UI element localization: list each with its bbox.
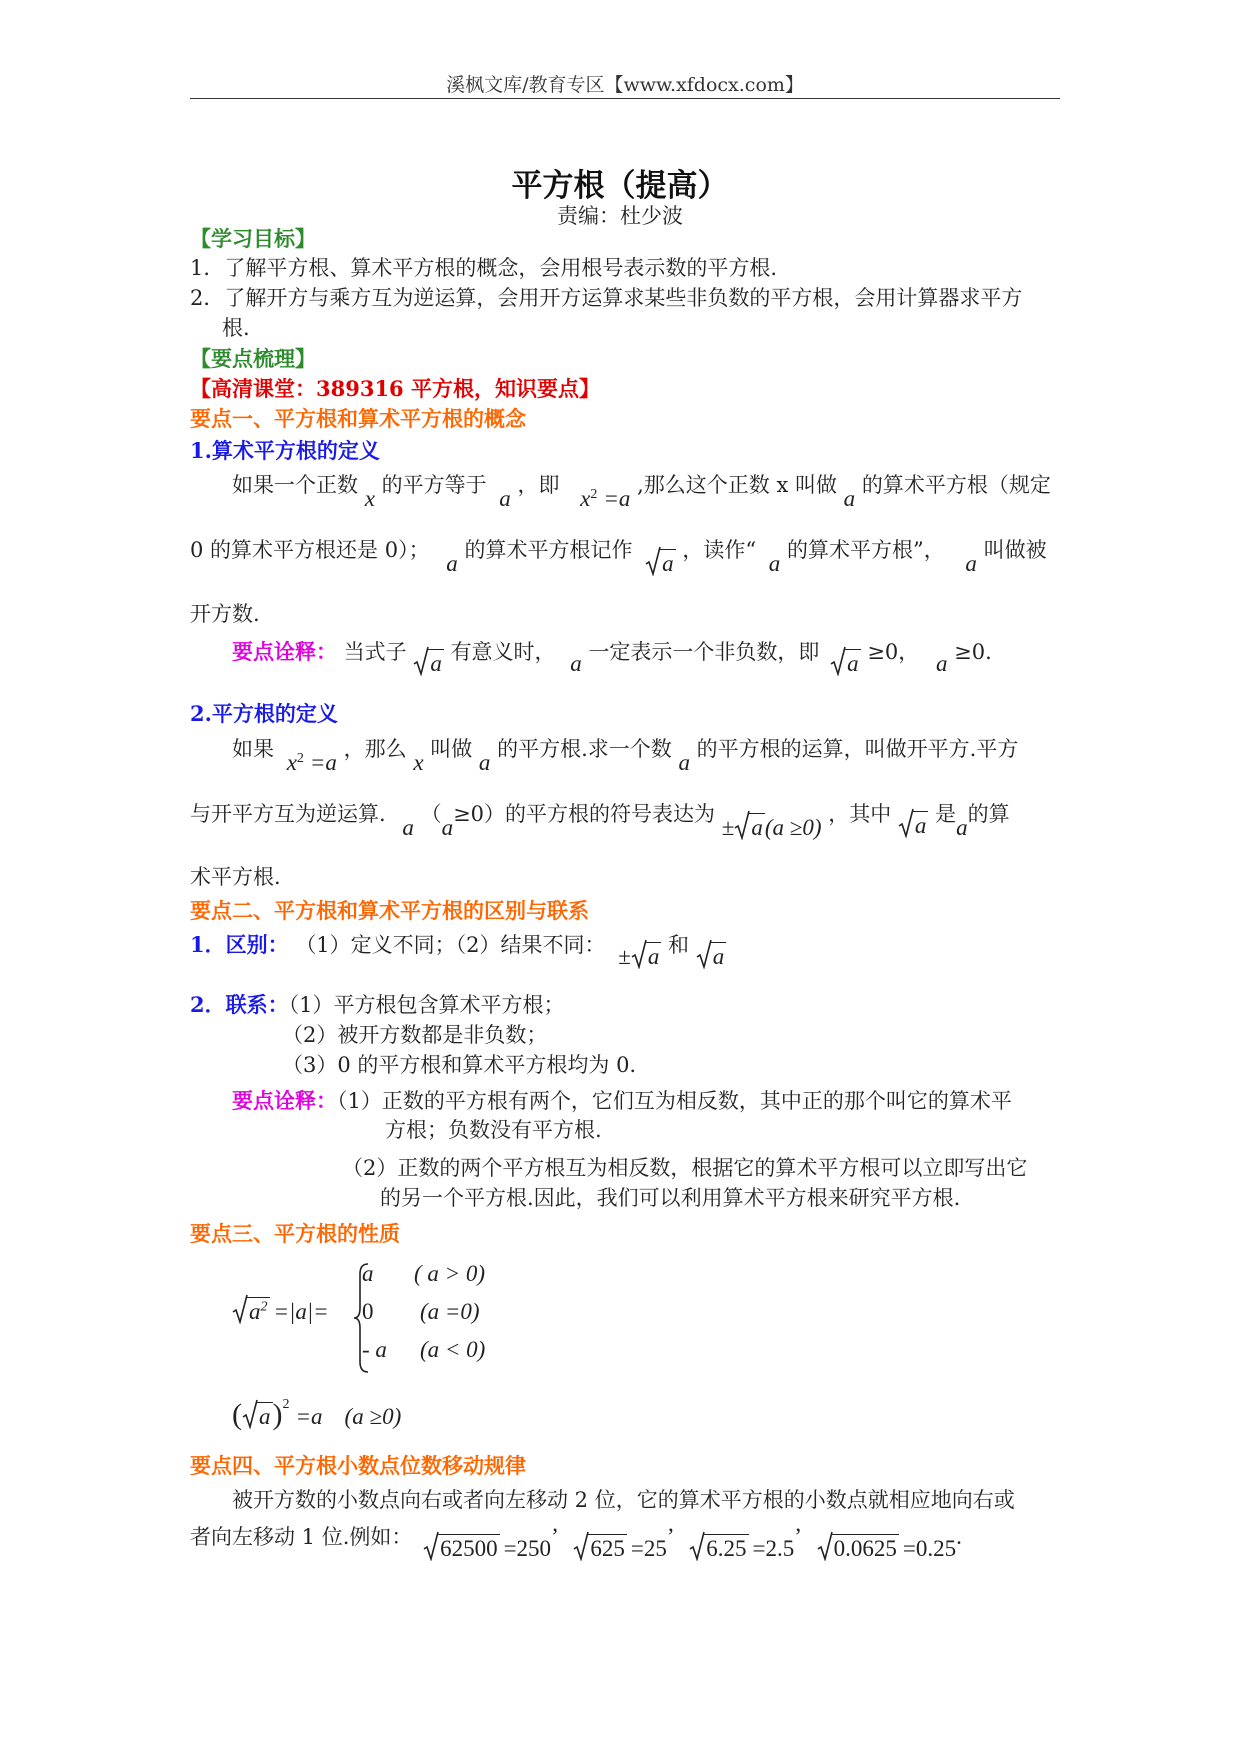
text: 的算 — [967, 802, 1010, 826]
radicand: a — [712, 944, 725, 969]
text: （1）平方根包含算术平方根； — [288, 993, 565, 1017]
math-sqrt-a — [645, 552, 676, 575]
radical-sign-icon — [689, 1531, 705, 1561]
text: 叫做 — [430, 737, 473, 761]
math-a: a — [402, 815, 414, 840]
text: 与开平方互为逆运算. — [190, 802, 386, 826]
math-condition: (a ≥0) — [764, 815, 822, 840]
text: （ — [420, 802, 442, 826]
math-a: a — [965, 551, 977, 576]
math-x: x — [286, 750, 297, 775]
math-exponent: 2 — [590, 487, 598, 502]
math-sqrt-a — [830, 652, 861, 675]
text: ，即 — [517, 473, 560, 497]
text: ，读作“ — [682, 538, 757, 562]
def2-line-3: 术平方根. — [190, 865, 281, 889]
text: 的算术平方根（规定 — [861, 473, 1051, 497]
case-1-condition: ( a > 0) — [414, 1261, 486, 1286]
text: 是 — [935, 802, 957, 826]
math-sqrt-a-squared — [232, 1300, 270, 1323]
goal-2-line-1: 2．了解开方与乘方互为逆运算，会用开方运算求某些非负数的平方根，会用计算器求平方 — [190, 286, 1023, 310]
math-abs-value: =|a|= — [273, 1299, 329, 1324]
case-2-value: 0 — [362, 1299, 374, 1324]
def1-line-3: 开方数. — [190, 602, 260, 626]
difference-label: 1．区别： — [190, 932, 289, 957]
def1-line-1 — [232, 473, 1051, 511]
formula-sqrt-squared — [232, 1397, 402, 1431]
left-paren: ( — [232, 1398, 242, 1431]
text: 和 — [668, 933, 690, 957]
math-sqrt-a — [696, 945, 727, 968]
note-2-line-4: 的另一个平方根.因此，我们可以利用算术平方根来研究平方根. — [380, 1186, 961, 1210]
note-label: 要点诠释： — [232, 639, 337, 664]
relation-label: 2．联系： — [190, 992, 289, 1017]
math-sqrt-a — [631, 945, 662, 968]
text: 如果 — [232, 737, 274, 761]
radicand: a — [647, 944, 660, 969]
note-2-line-1 — [232, 1090, 1012, 1112]
goals-heading: 【学习目标】 — [190, 226, 316, 251]
math-a: a — [570, 651, 582, 676]
case-3-value: - a — [362, 1337, 387, 1362]
separator: ’ — [794, 1524, 802, 1549]
math-condition: (a ≥0) — [344, 1404, 402, 1429]
text: 一定表示一个非负数，即 — [588, 640, 820, 664]
radical-sign-icon — [242, 1399, 258, 1429]
section-1-heading: 要点一、平方根和算术平方根的概念 — [190, 406, 526, 431]
radical-sign-icon — [830, 646, 846, 676]
separator: ’ — [551, 1524, 559, 1549]
text: 者向左移动 1 位.例如： — [190, 1525, 413, 1549]
header-rule — [190, 98, 1060, 99]
text: （1）正数的平方根有两个，它们互为相反数，其中正的那个叫它的算术平 — [337, 1089, 1012, 1113]
math-sqrt — [423, 1537, 500, 1560]
text: 的算术平方根”， — [786, 538, 945, 562]
math-a: a — [499, 486, 511, 511]
radicand: a — [259, 1404, 271, 1429]
math-a: a — [768, 551, 781, 576]
goal-2-line-2: 根. — [222, 316, 250, 340]
math-rest: =a — [309, 750, 337, 775]
radical-sign-icon — [631, 939, 647, 969]
math-a: a — [446, 551, 458, 576]
text: ≥0. — [954, 640, 992, 664]
result: =0.25 — [902, 1536, 957, 1561]
document-editor: 责编：杜少波 — [557, 204, 683, 228]
period: . — [956, 1524, 962, 1549]
text: 0 的算术平方根还是 0）； — [190, 538, 430, 562]
math-sqrt-a — [898, 814, 929, 837]
case-3-condition: (a < 0) — [420, 1337, 486, 1362]
result: =25 — [630, 1536, 667, 1561]
definition-1-heading: 1.算术平方根的定义 — [190, 438, 380, 463]
math-x: x — [413, 750, 424, 775]
plus-minus-sign: ± — [618, 944, 631, 969]
right-paren: ) — [272, 1398, 283, 1431]
definition-2-heading: 2.平方根的定义 — [190, 701, 338, 726]
math-x: x — [364, 486, 375, 511]
text: 当式子 — [343, 640, 407, 664]
radicand: a — [430, 651, 442, 676]
radicand: a — [662, 551, 674, 576]
text: 的算术平方根记作 — [464, 538, 633, 562]
math-pm-sqrt-a — [618, 945, 661, 969]
radical-sign-icon — [817, 1531, 833, 1561]
points-heading: 【要点梳理】 — [190, 346, 316, 371]
result: =250 — [503, 1536, 552, 1561]
def1-line-2 — [190, 538, 1047, 576]
class-heading: 【高清课堂：389316 平方根，知识要点】 — [190, 376, 600, 401]
radical-sign-icon — [573, 1531, 589, 1561]
math-a: a — [935, 651, 948, 676]
case-1-value: a — [362, 1261, 374, 1286]
radicand: 6.25 — [706, 1536, 747, 1561]
def2-line-2 — [190, 802, 1010, 840]
text: 如果一个正数 — [232, 473, 358, 497]
radical-sign-icon — [898, 808, 914, 838]
radicand: a — [847, 651, 859, 676]
relation-line-3: （3）0 的平方根和算术平方根均为 0. — [282, 1053, 637, 1077]
radicand: 625 — [590, 1536, 625, 1561]
example-2 — [573, 1537, 666, 1561]
text: ，那么 — [343, 737, 407, 761]
radical-sign-icon — [696, 939, 712, 969]
result: =2.5 — [752, 1536, 795, 1561]
math-sqrt — [689, 1537, 748, 1560]
math-x-squared-eq-a — [580, 487, 630, 511]
case-2-condition: (a =0) — [420, 1299, 480, 1324]
math-a: a — [956, 815, 968, 840]
math-exponent: 2 — [282, 1397, 290, 1412]
text: 的平方根的运算，叫做开平方.平方 — [696, 737, 1019, 761]
math-x-squared-eq-a — [287, 751, 337, 775]
example-4 — [817, 1537, 956, 1561]
difference-line — [190, 932, 726, 969]
math-sqrt-a — [413, 652, 444, 675]
relation-line-1 — [190, 994, 565, 1016]
math-x: x — [580, 486, 591, 511]
math-sqrt-a — [734, 816, 765, 839]
note-2-line-3: （2）正数的两个平方根互为相反数，根据它的算术平方根可以立即写出它 — [342, 1156, 1028, 1180]
document-title: 平方根（提高） — [511, 168, 729, 204]
text: （1）定义不同；（2）结果不同： — [295, 933, 606, 957]
text: 有意义时， — [450, 640, 556, 664]
section-3-heading: 要点三、平方根的性质 — [190, 1221, 400, 1246]
math-rest: =a — [603, 486, 631, 511]
text: ≥0， — [867, 640, 920, 664]
note-label: 要点诠释： — [232, 1088, 337, 1113]
math-a: a — [843, 486, 856, 511]
text: 叫做被 — [983, 538, 1047, 562]
math-a: a — [478, 750, 491, 775]
def2-line-1 — [232, 737, 1019, 775]
math-exponent: 2 — [260, 1299, 268, 1315]
radical-sign-icon — [423, 1531, 439, 1561]
radicand: a — [751, 815, 763, 840]
page-header: 溪枫文库/教育专区【www.xfdocx.com】 — [446, 74, 804, 96]
section-4-line-2 — [190, 1524, 962, 1561]
radical-sign-icon — [232, 1294, 248, 1324]
relation-line-2: （2）被开方数都是非负数； — [282, 1023, 548, 1047]
radical-sign-icon — [734, 810, 750, 840]
math-sqrt-a — [242, 1405, 273, 1428]
math-a: a — [678, 750, 690, 775]
note-2-line-2: 方根；负数没有平方根. — [385, 1118, 602, 1142]
radicand: 0.0625 — [833, 1536, 897, 1561]
text: ，其中 — [828, 802, 892, 826]
separator: ’ — [666, 1524, 675, 1549]
goal-1: 1．了解平方根、算术平方根的概念，会用根号表示数的平方根. — [190, 256, 778, 280]
example-3 — [689, 1537, 794, 1561]
text: 的平方根.求一个数 — [497, 737, 672, 761]
formula-abs-value-lhs — [232, 1300, 329, 1323]
radical-sign-icon — [413, 646, 429, 676]
text: ,那么这个正数 x 叫做 — [637, 473, 837, 497]
text: 的平方等于 — [381, 473, 487, 497]
text: ≥0）的平方根的符号表达为 — [453, 802, 716, 826]
math-a: a — [441, 815, 454, 840]
section-4-line-1: 被开方数的小数点向右或者向左移动 2 位，它的算术平方根的小数点就相应地向右或 — [232, 1488, 1015, 1512]
math-exponent: 2 — [296, 751, 304, 766]
example-1 — [423, 1537, 551, 1561]
math-sqrt — [573, 1537, 627, 1560]
radicand: a — [249, 1299, 261, 1324]
math-sqrt — [817, 1537, 899, 1560]
math-rest: =a — [295, 1404, 323, 1429]
radicand: a — [914, 813, 927, 838]
section-2-heading: 要点二、平方根和算术平方根的区别与联系 — [190, 898, 589, 923]
note-1 — [232, 639, 992, 676]
radical-sign-icon — [645, 546, 661, 576]
math-pm-sqrt-a — [722, 816, 822, 840]
radicand: 62500 — [440, 1536, 498, 1561]
plus-minus-sign: ± — [721, 815, 735, 840]
section-4-heading: 要点四、平方根小数点位数移动规律 — [190, 1453, 526, 1478]
